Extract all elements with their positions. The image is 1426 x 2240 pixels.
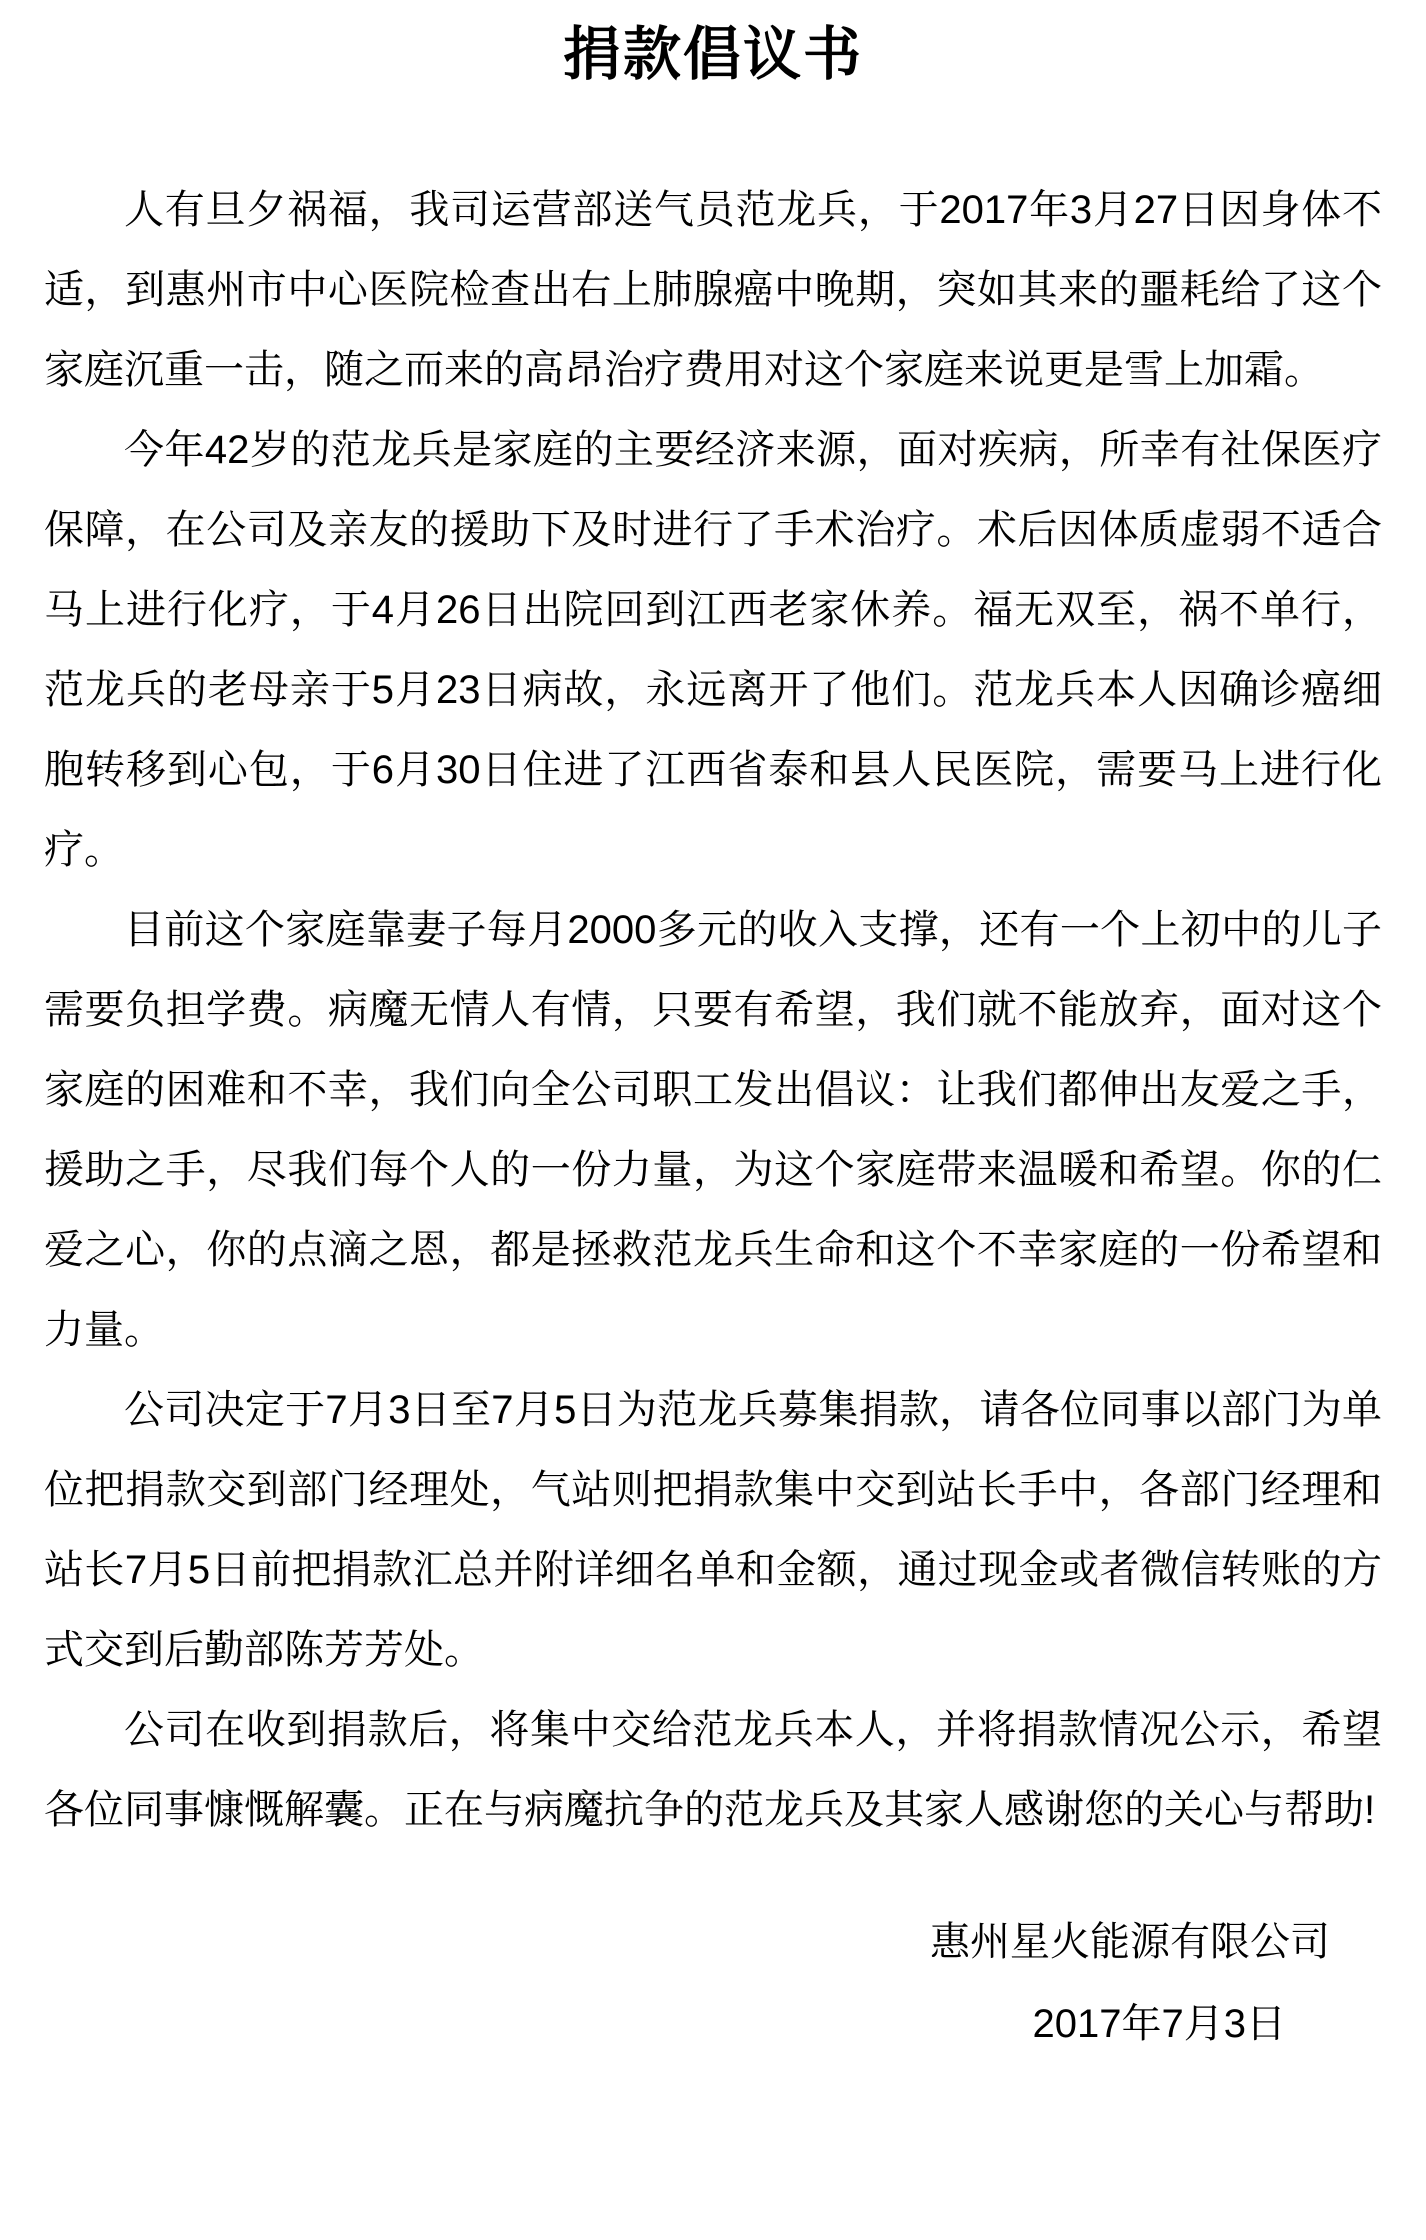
signature-block bbox=[44, 1902, 1382, 2066]
document-title: 捐款倡议书 bbox=[562, 22, 863, 87]
document-body bbox=[44, 170, 1382, 1850]
paragraph-family-situation: 今年42岁的范龙兵是家庭的主要经济来源，面对疾病，所幸有社保医疗保障，在公司及亲友的援助下及时进行了手术治疗。术后因体质虚弱不适合马上进行化疗，于4月26日出院回到江西老家休养。福无双至，祸不单行，范龙兵的老母亲于5月23日病故，永远离开了他们。范龙兵本人因确诊癌细胞转移到心包，于6月30日住进了江西省泰和县人民医院，需要马上进行化疗。 bbox=[44, 428, 1382, 872]
signature-company: 惠州星火能源有限公司 bbox=[930, 1920, 1330, 1964]
paragraph-intro-illness: 人有旦夕祸福，我司运营部送气员范龙兵，于2017年3月27日因身体不适，到惠州市中心医院检查出右上肺腺癌中晚期，突如其来的噩耗给了这个家庭沉重一击，随之而来的高昂治疗费用对这个家庭来说更是雪上加霜。 bbox=[44, 188, 1382, 392]
signature-date: 2017年7月3日 bbox=[1032, 2002, 1286, 2046]
paragraph-appeal: 目前这个家庭靠妻子每月2000多元的收入支撑，还有一个上初中的儿子需要负担学费。病魔无情人有情，只要有希望，我们就不能放弃，面对这个家庭的困难和不幸，我们向全公司职工发出倡议：让我们都伸出友爱之手，援助之手，尽我们每个人的一份力量，为这个家庭带来温暖和希望。你的仁爱之心，你的点滴之恩，都是拯救范龙兵生命和这个不幸家庭的一份希望和力量。 bbox=[44, 908, 1382, 1352]
paragraph-donation-arrangements: 公司决定于7月3日至7月5日为范龙兵募集捐款，请各位同事以部门为单位把捐款交到部门经理处，气站则把捐款集中交到站长手中，各部门经理和站长7月5日前把捐款汇总并附详细名单和金额，通过现金或者微信转账的方式交到后勤部陈芳芳处。 bbox=[44, 1388, 1382, 1672]
paragraph-closing-thanks: 公司在收到捐款后，将集中交给范龙兵本人，并将捐款情况公示，希望各位同事慷慨解囊。正在与病魔抗争的范龙兵及其家人感谢您的关心与帮助! bbox=[44, 1708, 1382, 1832]
